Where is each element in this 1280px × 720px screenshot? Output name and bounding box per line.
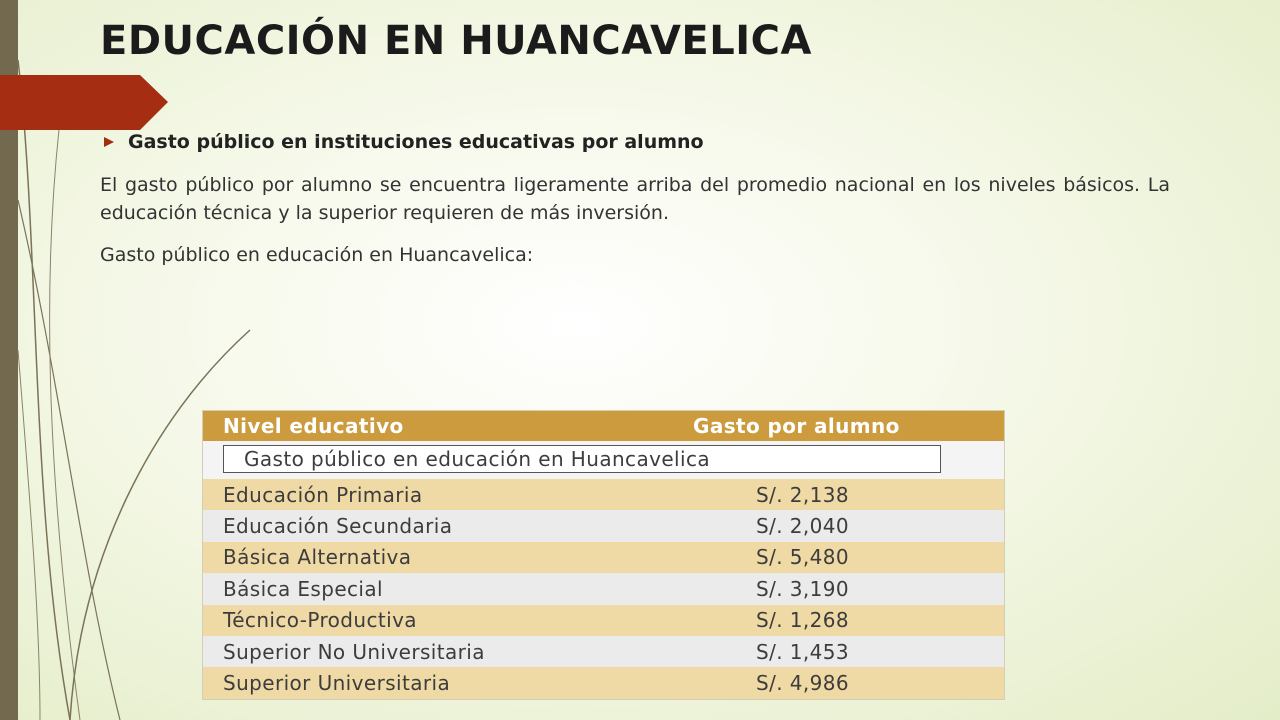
row-amount: S/. 5,480 [756,545,850,570]
row-amount: S/. 4,986 [756,671,850,696]
table-row [203,573,1004,604]
row-level: Superior Universitaria [223,671,451,696]
triangle-bullet-icon [104,137,114,147]
row-amount: S/. 1,453 [756,639,850,664]
row-level: Básica Especial [223,576,383,601]
row-level: Básica Alternativa [223,545,412,570]
header-level: Nivel educativo [223,414,404,438]
table-row [203,510,1004,541]
bullet-item [104,131,704,153]
header-amount: Gasto por alumno [693,414,900,438]
table-row [203,636,1004,667]
row-level: Superior No Universitaria [223,639,485,664]
bullet-text: Gasto público en instituciones educativas por alumno [128,131,704,153]
spending-table [202,410,1005,700]
table-caption-row [203,441,1004,479]
table-row [203,479,1004,510]
row-amount: S/. 2,040 [756,514,850,539]
table-row [203,605,1004,636]
row-amount: S/. 2,138 [756,482,850,507]
row-level: Técnico-Productiva [223,608,417,633]
row-amount: S/. 3,190 [756,576,850,601]
table-caption: Gasto público en educación en Huancavelica [223,445,941,473]
accent-arrow [0,75,168,130]
row-level: Educación Primaria [223,482,423,507]
body-paragraph: El gasto público por alumno se encuentra ligeramente arriba del promedio nacional en los niveles básicos. La educación técnica y la superior requieren de más inversión. [100,174,1170,224]
subheading: Gasto público en educación en Huancavelica: [100,244,534,266]
table-header-row [203,411,1004,441]
table-row [203,542,1004,573]
row-amount: S/. 1,268 [756,608,850,633]
table-row [203,667,1004,698]
slide-title: EDUCACIÓN EN HUANCAVELICA [100,18,812,64]
row-level: Educación Secundaria [223,514,453,539]
